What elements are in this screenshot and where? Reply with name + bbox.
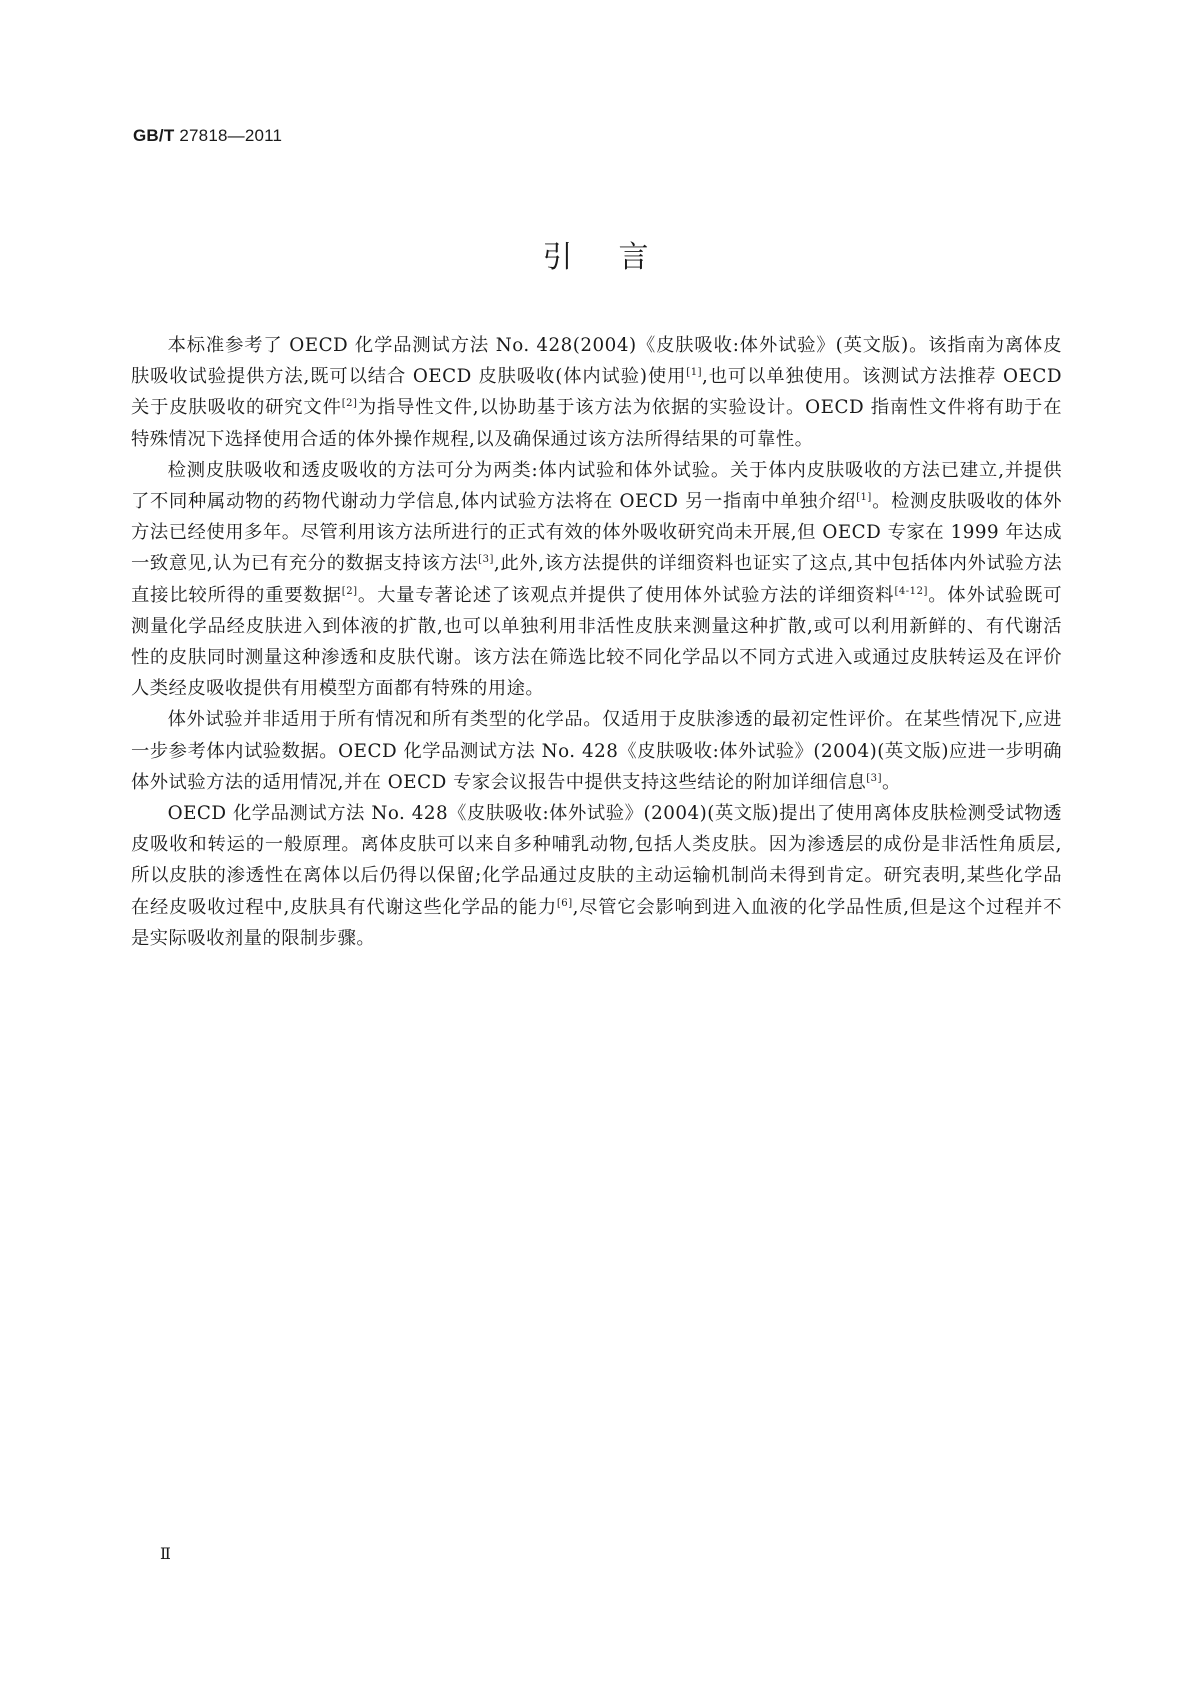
paragraph-text: 。体外试验既可测量化学品经皮肤进入到体液的扩散,也可以单独利用非活性皮肤来测量这种扩散,或可以利用新鲜的、有代谢活性的皮肤同时测量这种渗透和皮肤代谢。该方法在筛选比较不同化学品以不同方式进入或通过皮肤转运及在评价人类经皮吸收提供有用模型方面都有特殊的用途。 xyxy=(131,584,1063,700)
paragraph-text: 。大量专著论述了该观点并提供了使用体外试验方法的详细资料 xyxy=(357,584,895,606)
paragraph-text: 体外试验并非适用于所有情况和所有类型的化学品。仅适用于皮肤渗透的最初定性评价。在某些情况下,应进一步参考体内试验数据。OECD 化学品测试方法 No. 428《皮肤吸收:体外试验》(2004)(英文版)应进一步明确体外试验方法的适用情况,并在 OECD 专家会议报告中提供支持这些结论的附加详细信息 xyxy=(131,709,1062,793)
paragraph-1 xyxy=(131,330,1062,455)
citation-ref: [3] xyxy=(866,772,882,784)
paragraph-text: ,此外,该方法提供的详细资料也证实了这点,其中包括体内外试验方法直接比较所得的重要数据 xyxy=(131,553,1063,606)
paragraph-text: 本标准参考了 OECD 化学品测试方法 No. 428(2004)《皮肤吸收:体外试验》(英文版)。该指南为离体皮肤吸收试验提供方法,既可以结合 OECD 皮肤吸收(体内试验)使用 xyxy=(131,335,1062,388)
citation-ref: [4-12] xyxy=(894,585,928,597)
citation-ref: [1] xyxy=(686,367,703,379)
citation-ref: [3] xyxy=(478,554,494,566)
standard-prefix: GB/T xyxy=(133,126,175,145)
paragraph-text: 。 xyxy=(882,771,901,793)
paragraph-4 xyxy=(131,798,1062,954)
standard-code xyxy=(133,126,282,146)
citation-ref: [1] xyxy=(856,491,872,503)
paragraph-2 xyxy=(131,455,1062,705)
paragraph-text: 为指导性文件,以协助基于该方法为依据的实验设计。OECD 指南性文件将有助于在特殊情况下选择使用合适的体外操作规程,以及确保通过该方法所得结果的可靠性。 xyxy=(131,397,1062,450)
paragraph-3 xyxy=(131,704,1062,798)
paragraph-text: ,也可以单独使用。该测试方法推荐 OECD 关于皮肤吸收的研究文件 xyxy=(131,366,1062,419)
paragraph-text: ,尽管它会影响到进入血液的化学品性质,但是这个过程并不是实际吸收剂量的限制步骤。 xyxy=(131,896,1062,949)
citation-ref: [6] xyxy=(556,897,573,909)
paragraph-text: 检测皮肤吸收和透皮吸收的方法可分为两类:体内试验和体外试验。关于体内皮肤吸收的方法已建立,并提供了不同种属动物的药物代谢动力学信息,体内试验方法将在 OECD 另一指南中单独介绍 xyxy=(131,459,1062,513)
page-title: 引言 xyxy=(542,240,695,275)
paragraph-text: 。检测皮肤吸收的体外方法已经使用多年。尽管利用该方法所进行的正式有效的体外吸收研究尚未开展,但 OECD 专家在 1999 年达成一致意见,认为已有充分的数据支持该方法 xyxy=(131,491,1062,575)
citation-ref: [2] xyxy=(341,398,358,410)
citation-ref: [2] xyxy=(341,585,358,597)
page-number: Ⅱ xyxy=(160,1544,171,1563)
introduction-body xyxy=(131,330,1062,954)
paragraph-text: OECD 化学品测试方法 No. 428《皮肤吸收:体外试验》(2004)(英文版)提出了使用离体皮肤检测受试物透皮吸收和转运的一般原理。离体皮肤可以来自多种哺乳动物,包括人类皮肤。因为渗透层的成份是非活性角质层,所以皮肤的渗透性在离体以后仍得以保留;化学品通过皮肤的主动运输机制尚未得到肯定。研究表明,某些化学品在经皮吸收过程中,皮肤具有代谢这些化学品的能力 xyxy=(131,803,1062,918)
standard-number: 27818—2011 xyxy=(179,126,283,145)
